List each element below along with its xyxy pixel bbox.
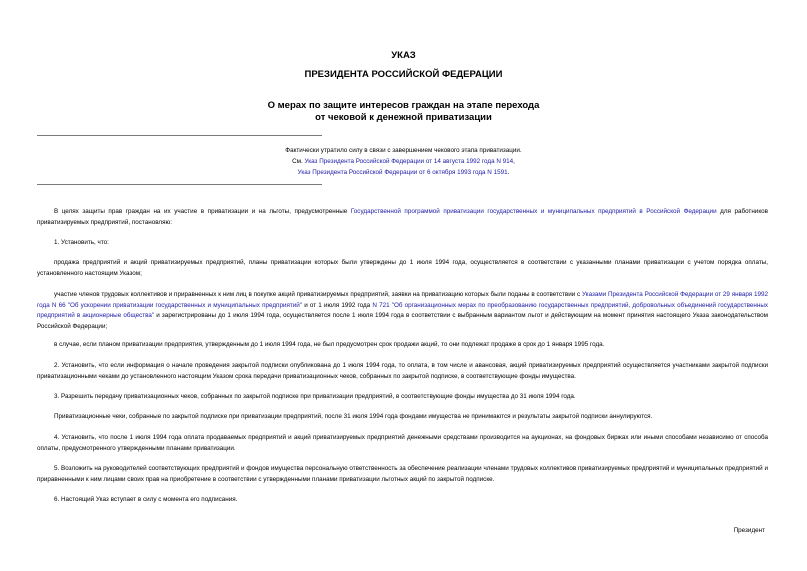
clause-4: 4. Установить, что после 1 июля 1994 года оплата продаваемых предприятий и акций приватизируемых предприятий денежными средствами производится на аукционах, на фондовых биржах или иными способами независимо от способа оплаты, предусмотренного утвержденными планами приватизации. [37, 434, 768, 452]
clause-2: 2. Установить, что если информация о начале проведения закрытой подписки опубликована до 1 июля 1994 года, то оплата, в том числе и авансовая, акций приватизируемых предприятий осуществляется участниками закрытой подписки приватизационными чеками до установленного настоящим Указом срока передачи приватизационных чеков, собранных по закрытой подписке, в соответствующие фонды имущества. [37, 362, 768, 380]
clause-5: 5. Возложить на руководителей соответствующих предприятий и фондов имущества персональную ответственность за обеспечение реализации членами трудовых коллективов приватизируемых предприятий и муниципальных предприятий и приравненными к ним лицами своих прав на приобретение в соответствии с утвержденными планами приватизации льготных акций по закрытой подписке. [37, 465, 768, 483]
preamble-paragraph [37, 207, 768, 228]
clause-1-item-3: в случае, если планом приватизации предприятия, утвержденным до 1 июля 1994 года, не был предусмотрен срок продажи акций, то они подлежат продаже в срок до 1 января 1995 года. [54, 341, 605, 348]
subtitle-line: О мерах по защите интересов граждан на этапе перехода [267, 100, 540, 111]
clause-1-item-1: продажа предприятий и акций приватизируемых предприятий, планы приватизации которых были утверждены до 1 июля 1994 года, осуществляется в соответствии с указанными планами приватизации с учетом порядка оплаты, установленного настоящим Указом; [37, 259, 768, 277]
subtitle-line: от чековой к денежной приватизации [315, 112, 492, 123]
note-text: См. [292, 158, 305, 165]
paragraph-text: В целях защиты прав граждан на их участие в приватизации и на льготы, предусмотренные [54, 208, 351, 215]
privatization-program-link[interactable]: Государственной программой приватизации государственных и муниципальных предприятий в Российской Федерации [350, 208, 717, 215]
document-issuer: ПРЕЗИДЕНТА РОССИЙСКОЙ ФЕДЕРАЦИИ [304, 69, 503, 80]
clause-3: 3. Разрешить передачу приватизационных чеков, собранных по закрытой подписке при приватизации предприятий, в соответствующие фонды имущества до 31 июля 1994 года. [54, 393, 576, 400]
status-note-line [250, 167, 557, 178]
clause-1-item-2 [37, 290, 768, 332]
document-subtitle [0, 100, 807, 124]
paragraph-text: и от 1 июля 1992 года [302, 301, 373, 309]
note-text: . [507, 169, 510, 176]
decree-1591-link[interactable]: Указ Президента Российской Федерации от 6 октября 1993 года N 1591 [297, 169, 508, 176]
clause-1-heading: 1. Установить, что: [54, 239, 109, 246]
bottom-divider [37, 184, 322, 185]
clause-6: 6. Настоящий Указ вступает в силу с момента его подписания. [54, 496, 238, 503]
decree-66-link[interactable]: Указами Президента Российской Федерации от 29 января 1992 года N 66 "Об ускорении приватизации государственных и муниципальных предприятий" [37, 291, 768, 309]
decree-914-link[interactable]: Указ Президента Российской Федерации от 14 августа 1992 года N 914 [304, 158, 514, 165]
status-note-line [250, 156, 557, 167]
document-title: УКАЗ [391, 50, 416, 61]
note-text: , [513, 158, 515, 165]
paragraph-text: участие членов трудовых коллективов и приравненных к ним лиц в покупке акций приватизируемых предприятий, заявки на приватизацию которых были поданы в соответствии с [54, 291, 582, 298]
status-note [250, 145, 557, 178]
clause-3-note: Приватизационные чеки, собранные по закрытой подписке при приватизации предприятий, после 31 июля 1994 года фондами имущества не принимаются и результаты закрытой подписки аннулируются. [54, 413, 653, 420]
status-note-line: Фактически утратило силу в связи с завершением чекового этапа приватизации. [285, 147, 522, 154]
paragraph-text: для работников приватизируемых предприятий, постановляю: [37, 208, 768, 226]
paragraph-text: и зарегистрированы до 1 июля 1994 года, осуществляется после 1 июля 1994 года в соответствии с выбранным вариантом льгот и действующим на момент принятия настоящего Указа законодательством Российской Федерации; [37, 312, 768, 330]
decree-721-link[interactable]: N 721 "Об организационных мерах по преобразованию государственных предприятий, добровольных объединений государственных предприятий в акционерные общества" [37, 301, 769, 319]
signature-title: Президент [733, 527, 765, 534]
top-divider [37, 135, 322, 136]
